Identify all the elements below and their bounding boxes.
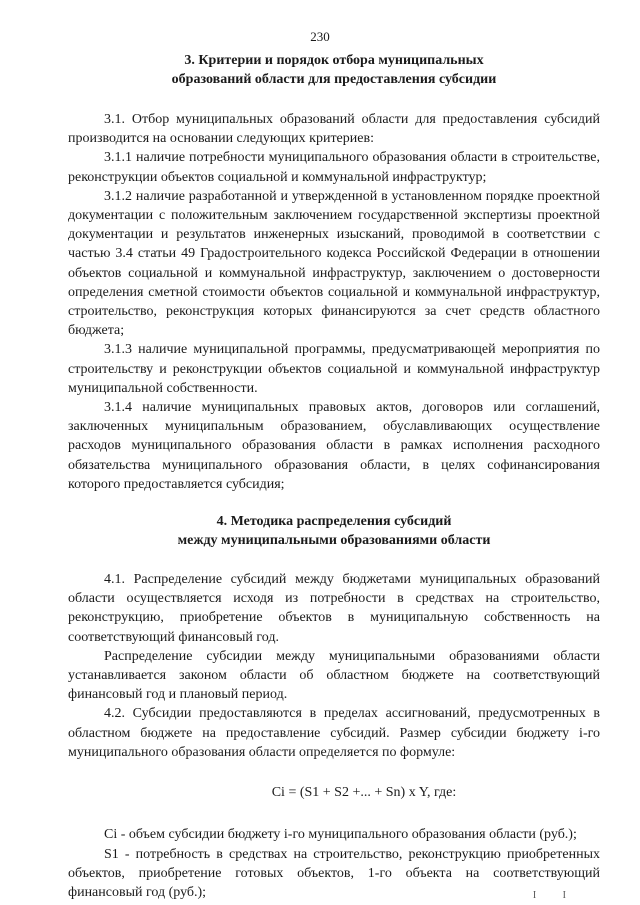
section-3-heading — [68, 52, 600, 89]
section-4-heading — [68, 513, 600, 550]
section-3-title-line-1: 3. Критерии и порядок отбора муниципальных — [184, 53, 484, 68]
definition-ci: Ci - объем субсидии бюджету i-го муниципального образования области (руб.); — [104, 827, 577, 843]
section-3-title-line-2: образований области для предоставления субсидии — [171, 71, 497, 87]
definition-s1: S1 - потребность в средствах на строительство, реконструкцию приобретенных объектов, приобретение готовых объектов, 1-го объекта на соответствующий финансовый год (руб.); — [68, 846, 600, 900]
paragraph-3-1-2: 3.1.2 наличие разработанной и утвержденной в установленном порядке проектной документации с положительным заключением государственной экспертизы проектной документации и результатов инженерных изысканий, проводимой в соответствии с частью 3.4 статьи 49 Градостроительного кодекса Российской Федерации в отношении объектов социальной и коммунальной инфраструктур, заключением о достоверности определения сметной стоимости объектов социальной и коммунальной инфраструктур, строительство, реконструкция которых финансируются за счет средств областного бюджета; — [68, 188, 600, 339]
page-content — [68, 52, 600, 902]
page-number: 230 — [310, 29, 330, 44]
paragraph-4-2: 4.2. Субсидии предоставляются в пределах ассигнований, предусмотренных в областном бюджете на предоставление субсидий. Размер субсидии бюджету i-го муниципального образования области определяется по формуле: — [68, 706, 600, 760]
paragraph-3-1-4: 3.1.4 наличие муниципальных правовых актов, договоров или соглашений, заключенных муниципальным образованием, обуславливающих осуществление расходов муниципального образования области в рамках исполнения расходного обязательства муниципального образования области, в целях софинансирования которого предоставляется субсидия; — [68, 400, 600, 492]
footer-marks: I I — [532, 890, 578, 901]
section-4-title-line-1: 4. Методика распределения субсидий — [216, 514, 452, 530]
paragraph-4-1-distribution: Распределение субсидии между муниципальными образованиями области устанавливается законом области об областном бюджете на соответствующий финансовый год и плановый период. — [68, 648, 600, 703]
paragraph-3-1-3: 3.1.3 наличие муниципальной программы, предусматривающей мероприятия по строительству и реконструкции объектов социальной и коммунальной инфраструктур муниципальной собственности. — [68, 342, 600, 396]
paragraph-3-1: 3.1. Отбор муниципальных образований области для предоставления субсидий производится на основании следующих критериев: — [68, 112, 600, 147]
section-4-title-line-2: между муниципальными образованиями области — [177, 532, 491, 548]
subsidy-formula: Ci = (S1 + S2 +... + Sn) x Y, где: — [271, 785, 457, 801]
paragraph-3-1-1: 3.1.1 наличие потребности муниципального образования области в строительстве, реконструкции объектов социальной и коммунальной инфраструктур; — [68, 150, 600, 185]
paragraph-4-1: 4.1. Распределение субсидий между бюджетами муниципальных образований области осуществляется исходя из потребности в средствах на строительство, реконструкцию, приобретение объектов в муниципальную собственность на соответствующий финансовый год. — [68, 572, 600, 645]
